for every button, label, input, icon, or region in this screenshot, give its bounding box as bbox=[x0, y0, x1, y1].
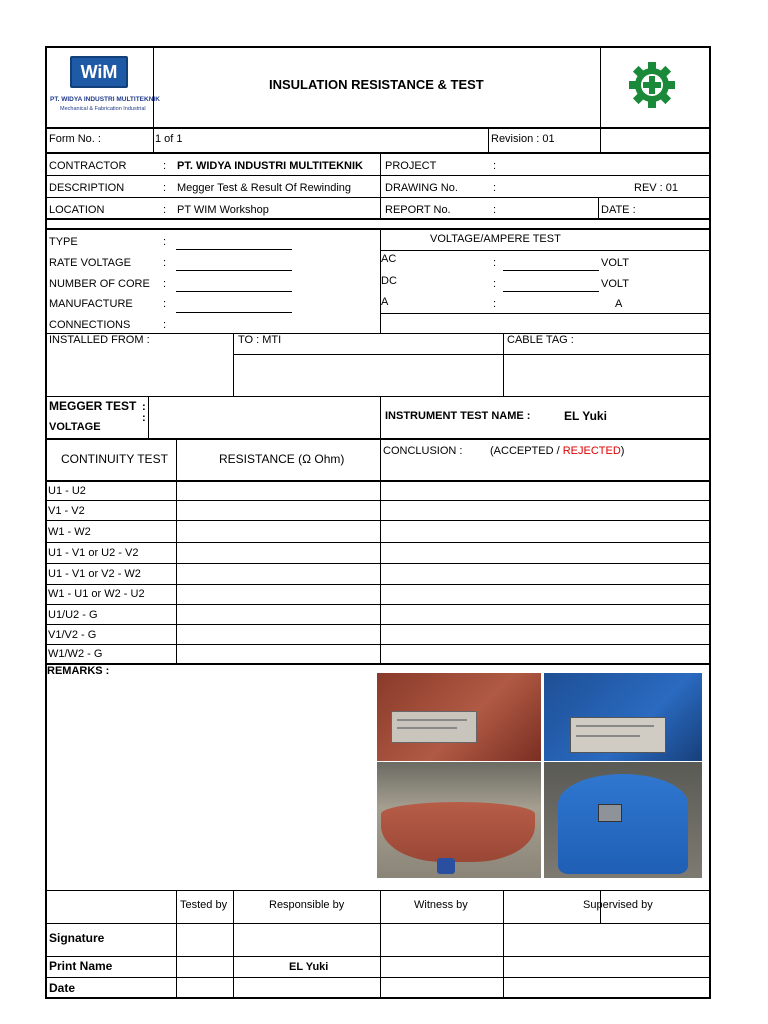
colon: : bbox=[493, 204, 497, 216]
rule bbox=[503, 891, 504, 998]
header-divider-left bbox=[153, 46, 154, 128]
colon: : bbox=[493, 257, 497, 269]
resistance-header: RESISTANCE (Ω Ohm) bbox=[219, 452, 345, 466]
rev-label: REV : 01 bbox=[634, 182, 679, 194]
rule bbox=[503, 334, 504, 397]
project-label: PROJECT bbox=[385, 160, 437, 172]
conclusion-label: CONCLUSION : bbox=[383, 445, 463, 457]
rule bbox=[45, 624, 711, 625]
colon: : bbox=[163, 298, 167, 310]
frame-left bbox=[45, 46, 47, 999]
colon: : bbox=[163, 236, 167, 248]
volt-unit: VOLT bbox=[601, 257, 629, 269]
location-label: LOCATION bbox=[49, 204, 105, 216]
continuity-row-label: W1 - U1 or W2 - U2 bbox=[48, 588, 145, 600]
description-label: DESCRIPTION bbox=[49, 182, 125, 194]
volt-unit: VOLT bbox=[601, 278, 629, 290]
rule bbox=[380, 250, 711, 251]
continuity-row-label: W1/W2 - G bbox=[48, 648, 103, 660]
colon: : bbox=[493, 182, 497, 194]
conclusion-options bbox=[490, 444, 624, 458]
colon: : bbox=[493, 278, 497, 290]
rule bbox=[153, 128, 154, 153]
form-no-label: Form No. : bbox=[49, 133, 101, 145]
rule bbox=[45, 644, 711, 645]
rule bbox=[45, 923, 711, 924]
rule bbox=[176, 440, 177, 665]
tested-by-header: Tested by bbox=[180, 899, 228, 911]
rule bbox=[45, 152, 711, 154]
continuity-row-label: W1 - W2 bbox=[48, 526, 91, 538]
continuity-test-header: CONTINUITY TEST bbox=[61, 452, 168, 466]
rejected-option: REJECTED bbox=[562, 445, 621, 457]
form-page: 1 of 1 bbox=[155, 133, 183, 145]
rule bbox=[600, 128, 601, 153]
megger-test-label: MEGGER TEST bbox=[49, 399, 137, 413]
rule bbox=[45, 563, 711, 564]
rule bbox=[598, 197, 599, 219]
witness-by-header: Witness by bbox=[414, 899, 468, 911]
rule bbox=[45, 197, 711, 198]
drawing-label: DRAWING No. bbox=[385, 182, 458, 194]
rule bbox=[233, 354, 711, 355]
description-value: Megger Test & Result Of Rewinding bbox=[177, 182, 352, 194]
ac-label: AC bbox=[381, 253, 397, 265]
rule bbox=[176, 291, 292, 292]
rule bbox=[45, 396, 711, 397]
rule bbox=[45, 520, 711, 521]
rule bbox=[45, 604, 711, 605]
close-paren: ) bbox=[620, 445, 625, 457]
manufacture-label: MANUFACTURE bbox=[49, 298, 133, 310]
rule bbox=[45, 218, 711, 220]
rule bbox=[148, 397, 149, 439]
rule bbox=[380, 891, 381, 998]
rule bbox=[45, 977, 711, 978]
accepted-option: (ACCEPTED / bbox=[490, 445, 563, 457]
responsible-by-header: Responsible by bbox=[269, 899, 345, 911]
motor-cover-blue-photo bbox=[544, 762, 702, 878]
colon: : bbox=[163, 204, 167, 216]
rule bbox=[45, 438, 711, 440]
colon: : bbox=[493, 298, 497, 310]
number-core-label: NUMBER OF CORE bbox=[49, 278, 150, 290]
dc-label: DC bbox=[381, 275, 397, 287]
rule bbox=[45, 127, 711, 129]
safety-cross-gear-icon bbox=[627, 60, 677, 110]
report-label: REPORT No. bbox=[385, 204, 451, 216]
installed-from-label: INSTALLED FROM : bbox=[49, 334, 150, 346]
colon: : bbox=[163, 182, 167, 194]
header-divider-right bbox=[600, 46, 601, 128]
amp-unit: A bbox=[615, 298, 623, 310]
colon: : bbox=[142, 401, 146, 413]
rate-voltage-label: RATE VOLTAGE bbox=[49, 257, 131, 269]
company-logo bbox=[50, 52, 160, 122]
date-label: DATE : bbox=[601, 204, 636, 216]
motor-cover-red-photo bbox=[377, 762, 541, 878]
colon: : bbox=[163, 278, 167, 290]
continuity-row-label: V1 - V2 bbox=[48, 505, 85, 517]
rule bbox=[45, 956, 711, 957]
nameplate-photo-red bbox=[377, 673, 541, 761]
a-label: A bbox=[381, 296, 389, 308]
contractor-label: CONTRACTOR bbox=[49, 160, 127, 172]
rule bbox=[176, 249, 292, 250]
rule bbox=[488, 128, 489, 153]
rule bbox=[45, 890, 711, 891]
frame-right bbox=[709, 46, 711, 999]
frame-top bbox=[45, 46, 711, 48]
document-title: INSULATION RESISTANCE & TEST bbox=[269, 77, 484, 92]
rule bbox=[503, 291, 599, 292]
megger-voltage-label: VOLTAGE bbox=[49, 421, 101, 433]
rule bbox=[503, 270, 599, 271]
colon: : bbox=[142, 412, 146, 424]
continuity-row-label: V1/V2 - G bbox=[48, 629, 97, 641]
rule bbox=[45, 228, 711, 230]
rule bbox=[176, 891, 177, 998]
rule bbox=[233, 334, 234, 397]
company-tagline: Mechanical & Fabrication Industrial bbox=[60, 106, 146, 112]
type-label: TYPE bbox=[49, 236, 78, 248]
colon: : bbox=[163, 160, 167, 172]
date-row-label: Date bbox=[49, 981, 76, 995]
colon: : bbox=[493, 160, 497, 172]
continuity-row-label: U1 - V1 or V2 - W2 bbox=[48, 568, 141, 580]
rule bbox=[45, 175, 711, 176]
cable-tag-label: CABLE TAG : bbox=[507, 334, 574, 346]
rule bbox=[176, 312, 292, 313]
instrument-label: INSTRUMENT TEST NAME : bbox=[385, 410, 531, 422]
nameplate-photo-blue bbox=[544, 673, 702, 761]
continuity-row-label: U1 - U2 bbox=[48, 485, 86, 497]
colon: : bbox=[163, 257, 167, 269]
print-name-label: Print Name bbox=[49, 959, 113, 973]
rule bbox=[45, 542, 711, 543]
rule bbox=[380, 153, 381, 219]
revision: Revision : 01 bbox=[491, 133, 555, 145]
instrument-value: EL Yuki bbox=[564, 409, 607, 423]
print-name-value: EL Yuki bbox=[289, 961, 329, 973]
colon: : bbox=[163, 319, 167, 331]
supervised-by-header: Supervised by bbox=[583, 899, 653, 911]
wim-logo-mark: WiM bbox=[70, 56, 128, 88]
rule bbox=[233, 891, 234, 998]
contractor-value: PT. WIDYA INDUSTRI MULTITEKNIK bbox=[177, 160, 363, 172]
continuity-row-label: U1 - V1 or U2 - V2 bbox=[48, 547, 139, 559]
signature-label: Signature bbox=[49, 931, 105, 945]
rule bbox=[45, 500, 711, 501]
rule bbox=[45, 480, 711, 482]
voltage-ampere-title: VOLTAGE/AMPERE TEST bbox=[430, 233, 561, 245]
rule bbox=[45, 663, 711, 665]
frame-bottom bbox=[45, 997, 711, 999]
to-label: TO : MTI bbox=[238, 334, 282, 346]
connections-label: CONNECTIONS bbox=[49, 319, 131, 331]
continuity-row-label: U1/U2 - G bbox=[48, 609, 98, 621]
location-value: PT WIM Workshop bbox=[177, 204, 269, 216]
rule bbox=[176, 270, 292, 271]
rule bbox=[380, 313, 711, 314]
remarks-label: REMARKS : bbox=[47, 665, 110, 677]
company-name: PT. WIDYA INDUSTRI MULTITEKNIK bbox=[50, 96, 160, 103]
rule bbox=[45, 584, 711, 585]
